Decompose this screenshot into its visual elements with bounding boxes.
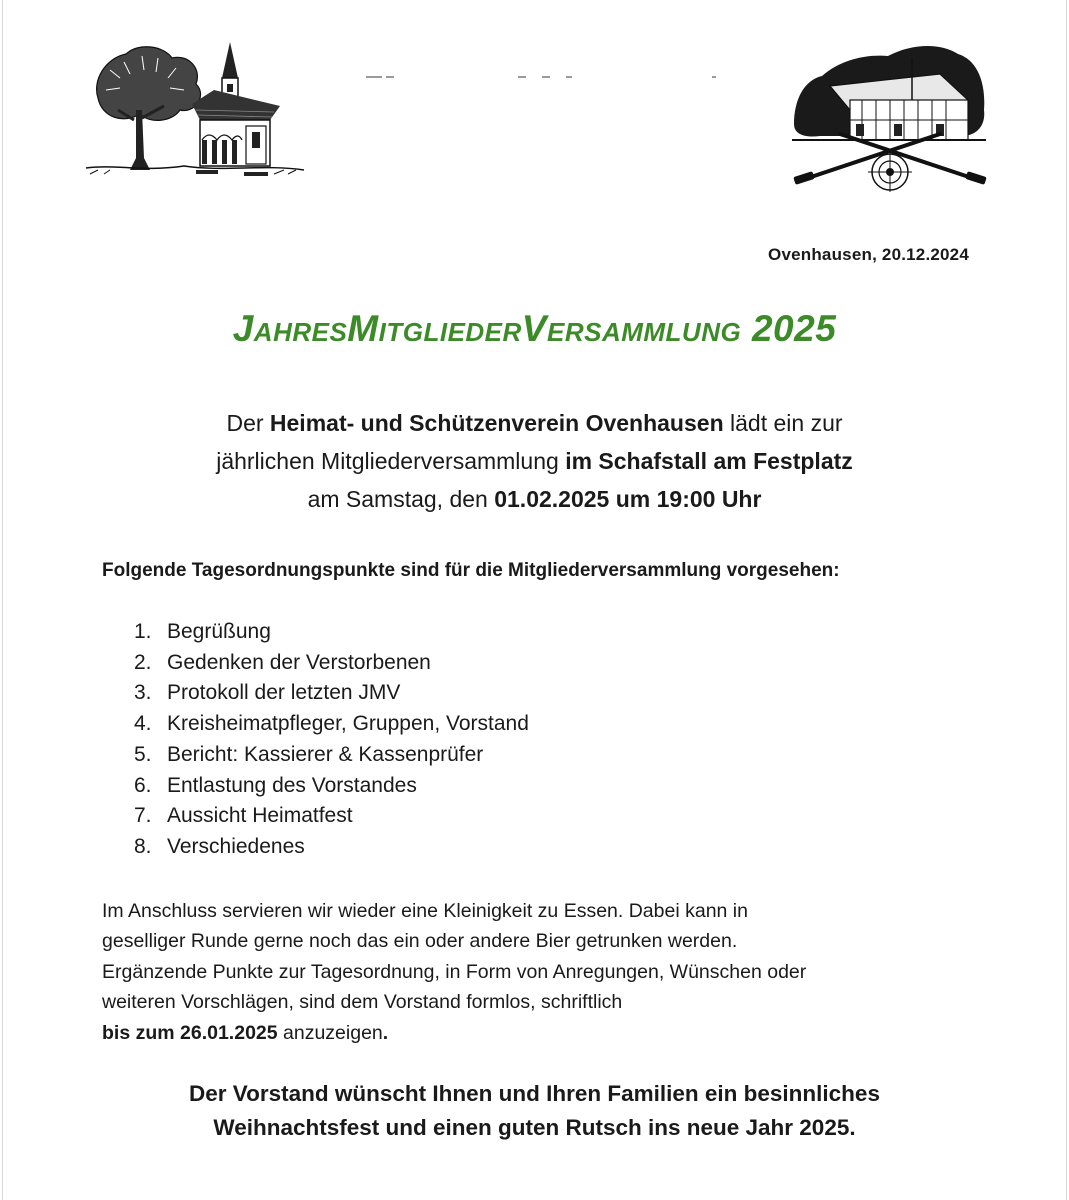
agenda-item-text: Begrüßung — [167, 620, 271, 643]
agenda-item-text: Kreisheimatpfleger, Gruppen, Vorstand — [167, 712, 529, 736]
agenda-item-number: 8. — [134, 834, 152, 858]
invitation-line-2-pre: jährlichen Mitgliederversammlung — [216, 448, 566, 474]
agenda-item-number: 5. — [134, 742, 152, 766]
agenda-item-number: 6. — [134, 773, 152, 797]
agenda-item-text: Entlastung des Vorstandes — [167, 773, 417, 797]
agenda-list — [134, 617, 529, 863]
page-border-right — [1066, 0, 1067, 1200]
agenda-item-text: Verschiedenes — [167, 834, 305, 858]
venue: im Schafstall am Festplatz — [565, 448, 853, 474]
club-name: Heimat- und Schützenverein Ovenhausen — [269, 410, 724, 436]
agenda-item — [134, 832, 529, 863]
invitation-line-3 — [0, 480, 1069, 518]
church-tree-logo — [84, 40, 306, 188]
page-title: JahresMitgliederVersammlung 2025 — [232, 308, 837, 349]
closing-line-4: weiteren Vorschlägen, sind dem Vorstand formlos, schriftlich — [102, 991, 623, 1014]
deadline-post: anzuzeigen — [277, 1021, 383, 1044]
deadline-line — [102, 1018, 942, 1048]
agenda-item-number: 7. — [134, 804, 152, 828]
agenda-heading: Folgende Tagesordnungspunkte sind für die Mitgliederversammlung vorgesehen: — [102, 560, 840, 581]
agenda-item-text: Protokoll der letzten JMV — [167, 681, 401, 705]
invitation-line-3-pre: am Samstag, den — [307, 486, 495, 512]
agenda-item-text: Bericht: Kassierer & Kassenprüfer — [167, 742, 484, 766]
agenda-item — [134, 617, 529, 648]
closing-line-2: geselliger Runde gerne noch das ein oder andere Bier getrunken werden. — [102, 930, 738, 953]
closing-line-3: Ergänzende Punkte zur Tagesordnung, in Form von Anregungen, Wünschen oder — [102, 960, 807, 983]
invitation-line-1-post: lädt ein zur — [723, 410, 843, 436]
invitation-line-2 — [0, 442, 1069, 480]
deadline-date: bis zum 26.01.2025 — [102, 1021, 278, 1044]
agenda-item — [134, 648, 529, 679]
agenda-item — [134, 678, 529, 709]
invitation-line-1 — [0, 404, 1069, 442]
holiday-greeting — [0, 1077, 1069, 1145]
agenda-item-number: 3. — [134, 681, 152, 705]
agenda-item-text: Aussicht Heimatfest — [167, 804, 353, 828]
agenda-item — [134, 771, 529, 802]
closing-paragraph — [102, 896, 942, 1048]
invitation-line-1-pre: Der — [226, 410, 270, 436]
agenda-item-number: 4. — [134, 712, 152, 736]
closing-line-1: Im Anschluss servieren wir wieder eine Kleinigkeit zu Essen. Dabei kann in — [102, 900, 748, 922]
invitation-text — [0, 404, 1069, 518]
greeting-line-1: Der Vorstand wünscht Ihnen und Ihren Familien ein besinnliches — [189, 1081, 880, 1106]
page-border-left — [2, 0, 3, 1200]
agenda-item — [134, 740, 529, 771]
agenda-item — [134, 801, 529, 832]
header-dash-marks — [360, 74, 720, 80]
agenda-item-text: Gedenken der Verstorbenen — [167, 650, 431, 674]
date-line: Ovenhausen, 20.12.2024 — [768, 245, 969, 264]
agenda-item-number: 2. — [134, 650, 152, 674]
greeting-line-2: Weihnachtsfest und einen guten Rutsch ins neue Jahr 2025. — [213, 1115, 856, 1140]
deadline-period: . — [382, 1021, 389, 1044]
agenda-item-number: 1. — [134, 620, 152, 643]
shooting-hall-logo — [790, 40, 990, 192]
agenda-item — [134, 709, 529, 740]
event-datetime: 01.02.2025 um 19:00 Uhr — [494, 486, 762, 512]
